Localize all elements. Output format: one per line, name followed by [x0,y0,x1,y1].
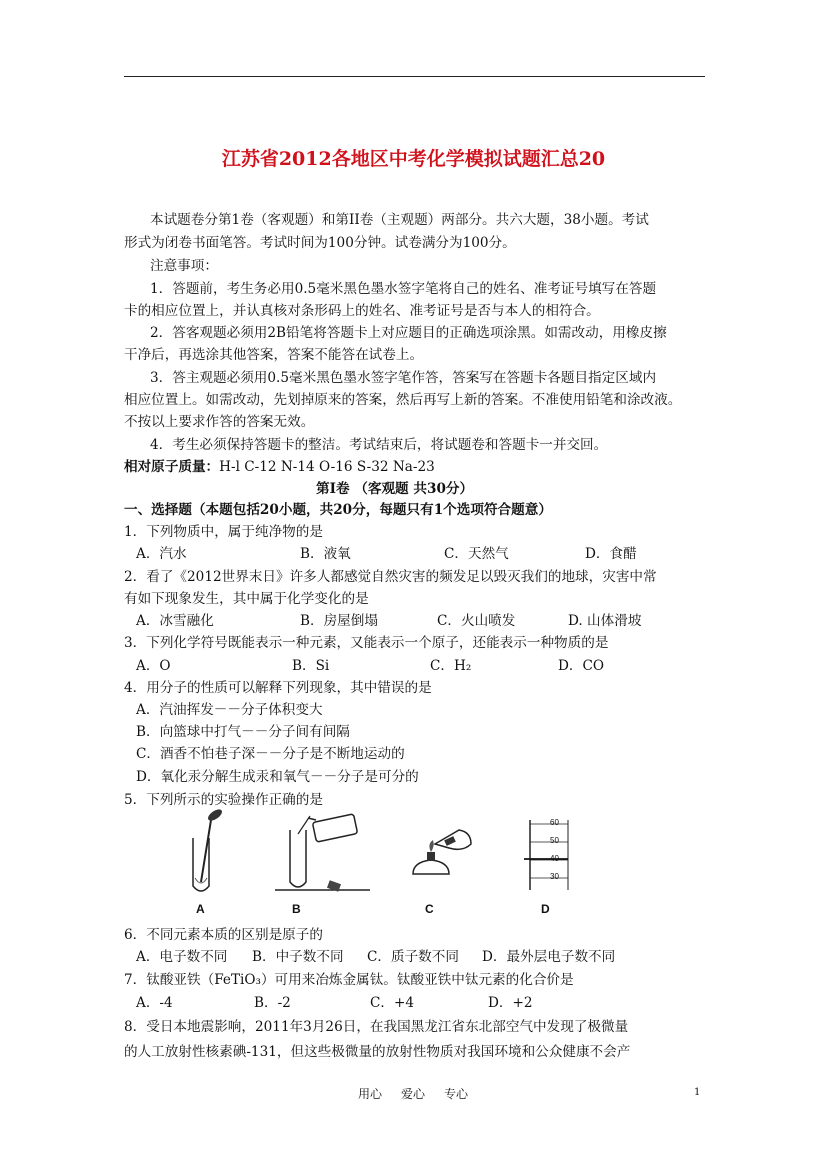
q7-option-d: D．+2 [488,995,533,1011]
q7-option-a: A．-4 [136,995,173,1011]
q4-option-d: D．氧化汞分解生成汞和氧气－－分子是可分的 [136,769,419,785]
q2-stem: 2．看了《2012世界末日》许多人都感觉自然灾害的频发足以毁灭我们的地球，灾害中常 [124,569,657,585]
cylinder-tick-60: 60 [550,818,559,827]
q6-option-a: A．电子数不同 [136,949,228,965]
q2-option-b: B．房屋倒塌 [300,613,378,629]
q7-option-c: C．+4 [370,995,415,1011]
q8-stem-cont: 的人工放射性核素碘-131，但这些极微量的放射性物质对我国环境和公众健康不会产 [124,1044,631,1060]
q1-stem: 1．下列物质中，属于纯净物的是 [124,524,323,540]
footer-right: 专心 [444,1087,469,1101]
q4-option-b: B．向篮球中打气－－分子间有间隔 [136,724,350,740]
footer-middle: 爱心 [401,1087,426,1101]
q3-option-a: A．O [136,658,171,674]
intro-line: 本试题卷分第1卷（客观题）和第II卷（主观题）两部分。共六大题，38小题。考试 [150,212,649,228]
q2-option-a: A．冰雪融化 [136,613,214,629]
q1-option-b: B．液氧 [300,546,351,562]
figure-label-b: B [292,902,301,916]
lab-figure-b [270,808,380,898]
q4-stem: 4．用分子的性质可以解释下列现象，其中错误的是 [124,680,432,696]
header-rule [124,76,705,77]
page-number: 1 [694,1087,701,1098]
q2-option-d: D. 山体滑坡 [568,613,642,629]
lab-figure-c [405,822,480,887]
q1-option-c: C．天然气 [444,546,509,562]
q6-option-b: B．中子数不同 [252,949,344,965]
intro-line: 卡的相应位置上，并认真核对条形码上的姓名、准考证号是否与本人的相符合。 [124,303,600,319]
q5-stem: 5．下列所示的实验操作正确的是 [124,792,323,808]
cylinder-tick-30: 30 [550,872,559,881]
q4-option-a: A．汽油挥发－－分子体积变大 [136,702,323,718]
atomic-mass-values: H-l C-12 N-14 O-16 S-32 Na-23 [219,459,435,475]
atomic-mass-label: 相对原子质量： [124,459,220,475]
q6-option-d: D．最外层电子数不同 [482,949,616,965]
q3-option-d: D．CO [558,658,605,674]
q2-stem-cont: 有如下现象发生，其中属于化学变化的是 [124,591,369,607]
intro-line: 注意事项： [150,258,218,274]
cylinder-tick-40: 40 [550,854,559,863]
figure-label-d: D [541,902,550,916]
q3-option-b: B．Si [292,658,330,674]
intro-line: 2．答客观题必须用2B铅笔将答题卡上对应题目的正确选项涂黑。如需改动，用橡皮擦 [150,325,667,341]
intro-line: 干净后，再选涂其他答案，答案不能答在试卷上。 [124,347,424,363]
q7-option-b: B．-2 [254,995,291,1011]
atomic-mass [124,457,435,477]
intro-line: 1．答题前，考生务必用0.5毫米黑色墨水签字笔将自己的姓名、准考证号填写在答题 [150,281,657,297]
part1-title: 第Ⅰ卷 （客观题 共30分） [316,481,474,497]
q1-option-a: A．汽水 [136,546,187,562]
q4-option-c: C．酒香不怕巷子深－－分子是不断地运动的 [136,746,405,762]
q7-stem: 7．钛酸亚铁（FeTiO₃）可用来冶炼金属钛。钛酸亚铁中钛元素的化合价是 [124,972,574,988]
lab-figure-a [185,808,235,898]
intro-line: 相应位置上。如需改动，先划掉原来的答案，然后再写上新的答案。不准使用铅笔和涂改液。 [124,392,682,408]
intro-line: 形式为闭卷书面笔答。考试时间为100分钟。试卷满分为100分。 [124,235,516,251]
figure-label-c: C [425,902,434,916]
cylinder-tick-50: 50 [550,836,559,845]
section1-title: 一、选择题（本题包括20小题，共20分，每题只有1个选项符合题意） [124,502,552,518]
intro-line: 4．考生必须保持答题卡的整洁。考试结束后，将试题卷和答题卡一并交回。 [150,437,608,453]
intro-line: 3．答主观题必须用0.5毫米黑色墨水签字笔作答，答案写在答题卡各题目指定区域内 [150,370,657,386]
document-title: 江苏省2012各地区中考化学模拟试题汇总20 [221,148,606,170]
q3-stem: 3．下列化学符号既能表示一种元素，又能表示一个原子，还能表示一种物质的是 [124,635,609,651]
q6-option-c: C．质子数不同 [367,949,459,965]
q1-option-d: D．食醋 [585,546,637,562]
q6-stem: 6．不同元素本质的区别是原子的 [124,927,323,943]
footer-left: 用心 [358,1087,383,1101]
figure-label-a: A [196,902,205,916]
q3-option-c: C．H₂ [430,658,472,674]
intro-line: 不按以上要求作答的答案无效。 [124,414,315,430]
q2-option-c: C．火山喷发 [437,613,516,629]
q8-stem: 8．受日本地震影响，2011年3月26日，在我国黑龙江省东北部空气中发现了极微量 [124,1019,629,1035]
